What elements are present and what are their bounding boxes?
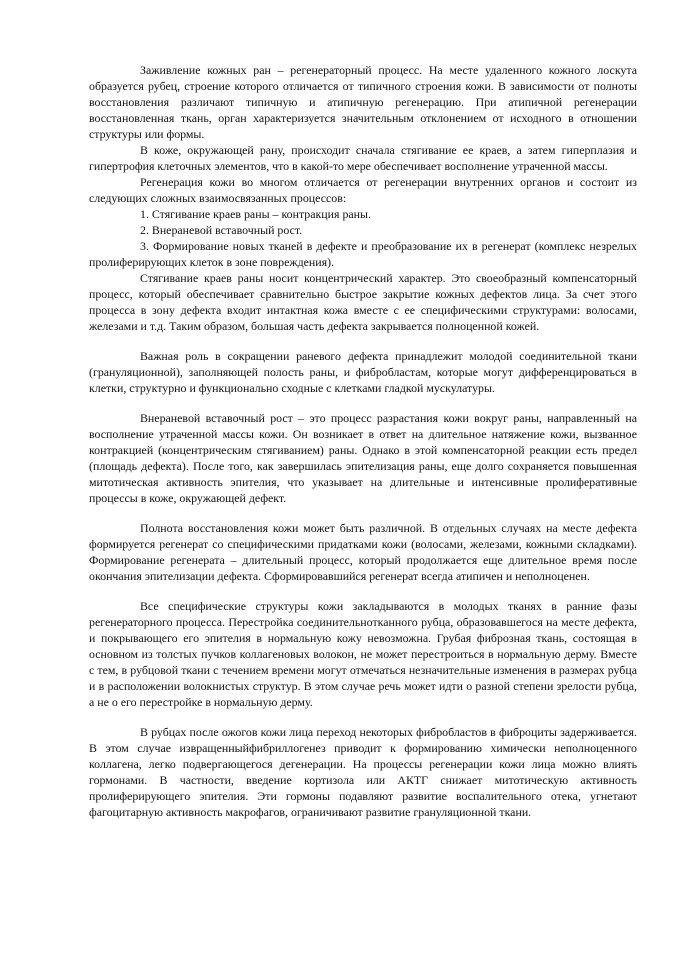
paragraph-extrawound-growth: Внераневой вставочный рост – это процесс разрастания кожи вокруг раны, направленный на восполнение утраченной массы кожи. Он возникает в ответ на длительное натяжение кожи, вызванное контракцией (концентрическим стягиванием) раны. Однако в этой компенсаторной реакции есть предел (площадь дефекта). После того, как завершилась эпителизация раны, еще долго сохраняется повышенная митотическая активность эпителия, что указывает на длительные и интенсивные пролиферативные процессы в коже, окружающей дефект.: [89, 411, 637, 505]
paragraph-completeness: Полнота восстановления кожи может быть различной. В отдельных случаях на месте дефекта формируется регенерат со специфическими придатками кожи (волосами, железами, кожными складками). Формирование регенерата – длительный процесс, который продолжается еще длительное время после окончания эпителизации дефекта. Сформировавшийся регенерат всегда атипичен и неполноценен.: [89, 521, 637, 583]
paragraph-wound-skin: В коже, окружающей рану, происходит сначала стягивание ее краев, а затем гиперплазия и гипертрофия клеточных элементов, что в какой-то мере обеспечивает восполнение утраченной массы.: [89, 143, 637, 173]
list-item-3: 3. Формирование новых тканей в дефекте и преобразование их в регенерат (комплекс незрелых пролиферирующих клеток в зоне повреждения).: [89, 239, 637, 269]
paragraph-burn-scars: В рубцах после ожогов кожи лица переход некоторых фибробластов в фиброциты задерживается. В этом случае извращенныйфибриллогенез приводит к формированию химически неполноценного коллагена, легко подвергающегося дегенерации. На процессы регенерации кожи лица можно влиять гормонами. В частности, введение кортизола или АКТГ снижает митотическую активность пролиферирующего эпителия. Эти гормоны подавляют развитие воспалительного отека, угнетают фагоцитарную активность макрофагов, ограничивают развитие грануляционной ткани.: [89, 725, 637, 819]
list-item-1: 1. Стягивание краев раны – контракция раны.: [140, 207, 371, 221]
paragraph-regeneration-processes: Регенерация кожи во многом отличается от регенерации внутренних органов и состоит из следующих сложных взаимосвязанных процессов:: [89, 175, 637, 205]
paragraph-contraction: Стягивание краев раны носит концентрический характер. Это своеобразный компенсаторный процесс, который обеспечивает сравнительно быстрое закрытие кожных дефектов лица. За счет этого процесса в зону дефекта входит интактная кожа вместе с ее специфическими структурами: волосами, железами и т.д. Таким образом, большая часть дефекта закрывается полноценной кожей.: [89, 271, 637, 333]
paragraph-specific-structures: Все специфические структуры кожи закладываются в молодых тканях в ранние фазы регенераторного процесса. Перестройка соединительнотканного рубца, образовавшегося на месте дефекта, и покрывающего его эпителия в нормальную кожу невозможна. Грубая фиброзная ткань, состоящая в основном из толстых пучков коллагеновых волокон, не может перестроиться в нормальную дерму. Вместе с тем, в рубцовой ткани с течением времени могут отмечаться незначительные изменения в размерах рубца и в расположении волокнистых структур. В этом случае речь может идти о разной степени зрелости рубца, а не о его перестройке в нормальную дерму.: [89, 599, 637, 709]
list-item-2: 2. Внераневой вставочный рост.: [140, 223, 303, 237]
paragraph-connective-tissue: Важная роль в сокращении раневого дефекта принадлежит молодой соединительной ткани (грануляционной), заполняющей полость раны, и фибробластам, которые могут дифференцироваться в клетки, структурно и функционально сходные с клетками гладкой мускулатуры.: [89, 349, 637, 395]
paragraph-intro: Заживление кожных ран – регенераторный процесс. На месте удаленного кожного лоскута образуется рубец, строение которого отличается от типичного строения кожи. В зависимости от полноты восстановления различают типичную и атипичную регенерацию. При атипичной регенерации восстановленная ткань, орган характеризуется значительным отклонением от исходного в отношении структуры или формы.: [89, 63, 637, 141]
